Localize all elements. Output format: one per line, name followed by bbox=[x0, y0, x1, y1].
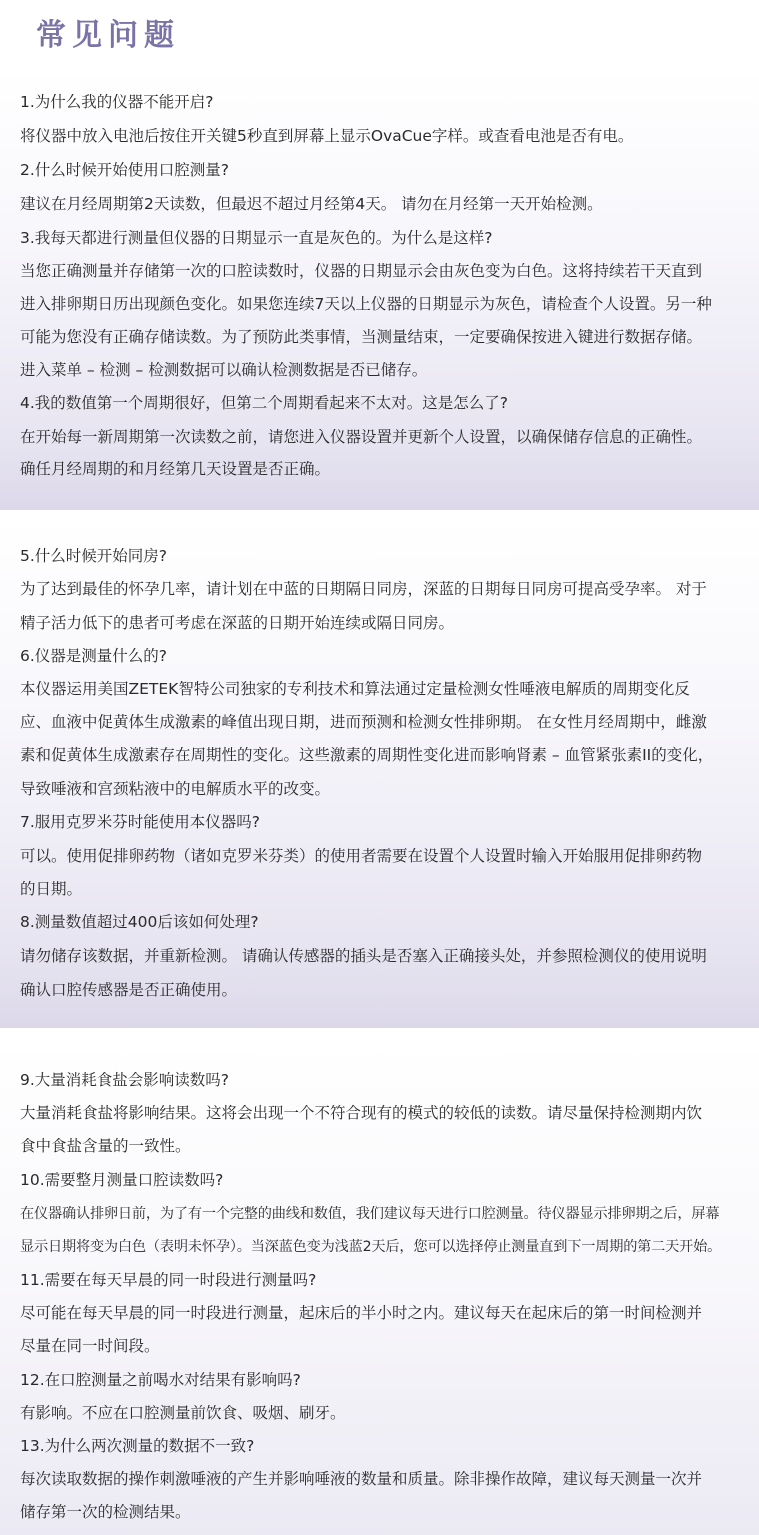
faq-question: 6.仪器是测量什么的? bbox=[20, 647, 168, 665]
faq-answer-line: 素和促黄体生成激素存在周期性的变化。这些激素的周期性变化进而影响肾素 – 血管紧张素II的变化， bbox=[20, 746, 714, 764]
faq-question: 11.需要在每天早晨的同一时段进行测量吗? bbox=[20, 1271, 317, 1289]
faq-section-2 bbox=[0, 520, 759, 1028]
faq-answer-line: 建议在月经周期第2天读数，但最迟不超过月经第4天。 请勿在月经第一天开始检测。 bbox=[20, 195, 603, 213]
faq-answer-line: 在仪器确认排卵日前，为了有一个完整的曲线和数值，我们建议每天进行口腔测量。待仪器显示排卵期之后，屏幕 bbox=[20, 1206, 720, 1222]
faq-section-3 bbox=[0, 1040, 759, 1535]
faq-question: 2.什么时候开始使用口腔测量? bbox=[20, 161, 230, 179]
faq-answer-line: 可以。使用促排卵药物（诸如克罗米芬类）的使用者需要在设置个人设置时输入开始服用促排卵药物 bbox=[20, 847, 703, 865]
faq-question: 5.什么时候开始同房? bbox=[20, 547, 168, 565]
faq-answer-line: 尽量在同一时间段。 bbox=[20, 1337, 160, 1355]
faq-question: 3.我每天都进行测量但仪器的日期显示一直是灰色的。为什么是这样? bbox=[20, 229, 493, 247]
faq-answer-line: 当您正确测量并存储第一次的口腔读数时，仪器的日期显示会由灰色变为白色。这将持续若干天直到 bbox=[20, 262, 703, 280]
faq-answer-line: 请勿储存该数据，并重新检测。 请确认传感器的插头是否塞入正确接头处，并参照检测仪的使用说明 bbox=[20, 947, 707, 965]
page-title: 常见问题 bbox=[36, 18, 180, 53]
faq-answer-line: 本仪器运用美国ZETEK智特公司独家的专利技术和算法通过定量检测女性唾液电解质的周期变化反 bbox=[20, 680, 690, 698]
faq-answer-line: 应、血液中促黄体生成激素的峰值出现日期，进而预测和检测女性排卵期。 在女性月经周期中，雌激 bbox=[20, 713, 707, 731]
faq-answer-line: 进入菜单 – 检测 – 检测数据可以确认检测数据是否已储存。 bbox=[20, 361, 428, 379]
faq-answer-line: 食中食盐含量的一致性。 bbox=[20, 1137, 191, 1155]
faq-answer-line: 每次读取数据的操作刺激唾液的产生并影响唾液的数量和质量。除非操作故障，建议每天测量一次并 bbox=[20, 1470, 703, 1488]
faq-answer-line: 确任月经周期的和月经第几天设置是否正确。 bbox=[20, 460, 331, 478]
faq-answer-line: 储存第一次的检测结果。 bbox=[20, 1503, 191, 1521]
header bbox=[0, 0, 759, 70]
faq-question: 1.为什么我的仪器不能开启? bbox=[20, 93, 214, 111]
faq-question: 13.为什么两次测量的数据不一致? bbox=[20, 1437, 255, 1455]
faq-question: 8.测量数值超过400后该如何处理? bbox=[20, 913, 259, 931]
faq-answer-line: 的日期。 bbox=[20, 880, 83, 898]
faq-answer-line: 确认口腔传感器是否正确使用。 bbox=[20, 981, 238, 999]
faq-answer-line: 有影响。不应在口腔测量前饮食、吸烟、刷牙。 bbox=[20, 1404, 346, 1422]
faq-answer-line: 显示日期将变为白色（表明未怀孕）。当深蓝色变为浅蓝2天后，您可以选择停止测量直到下一周期的第二天开始。 bbox=[20, 1239, 722, 1255]
faq-question: 9.大量消耗食盐会影响读数吗? bbox=[20, 1071, 230, 1089]
faq-section-1 bbox=[0, 70, 759, 510]
faq-answer-line: 导致唾液和宫颈粘液中的电解质水平的改变。 bbox=[20, 780, 331, 798]
faq-answer-line: 进入排卵期日历出现颜色变化。如果您连续7天以上仪器的日期显示为灰色，请检查个人设置。另一种 bbox=[20, 295, 712, 313]
faq-answer-line: 在开始每一新周期第一次读数之前，请您进入仪器设置并更新个人设置，以确保储存信息的正确性。 bbox=[20, 428, 703, 446]
faq-answer-line: 大量消耗食盐将影响结果。这将会出现一个不符合现有的模式的较低的读数。请尽量保持检测期内饮 bbox=[20, 1104, 703, 1122]
faq-answer-line: 可能为您没有正确存储读数。为了预防此类事情，当测量结束，一定要确保按进入键进行数据存储。 bbox=[20, 328, 703, 346]
faq-answer-line: 精子活力低下的患者可考虑在深蓝的日期开始连续或隔日同房。 bbox=[20, 614, 455, 632]
faq-question: 10.需要整月测量口腔读数吗? bbox=[20, 1171, 224, 1189]
faq-answer-line: 尽可能在每天早晨的同一时段进行测量，起床后的半小时之内。建议每天在起床后的第一时间检测并 bbox=[20, 1304, 703, 1322]
faq-question: 4.我的数值第一个周期很好，但第二个周期看起来不太对。这是怎么了? bbox=[20, 394, 509, 412]
faq-question: 7.服用克罗米芬时能使用本仪器吗? bbox=[20, 813, 261, 831]
faq-question: 12.在口腔测量之前喝水对结果有影响吗? bbox=[20, 1371, 301, 1389]
faq-answer-line: 为了达到最佳的怀孕几率，请计划在中蓝的日期隔日同房，深蓝的日期每日同房可提高受孕率。 对于 bbox=[20, 580, 707, 598]
faq-answer-line: 将仪器中放入电池后按住开关键5秒直到屏幕上显示OvaCue字样。或查看电池是否有电。 bbox=[20, 127, 634, 145]
